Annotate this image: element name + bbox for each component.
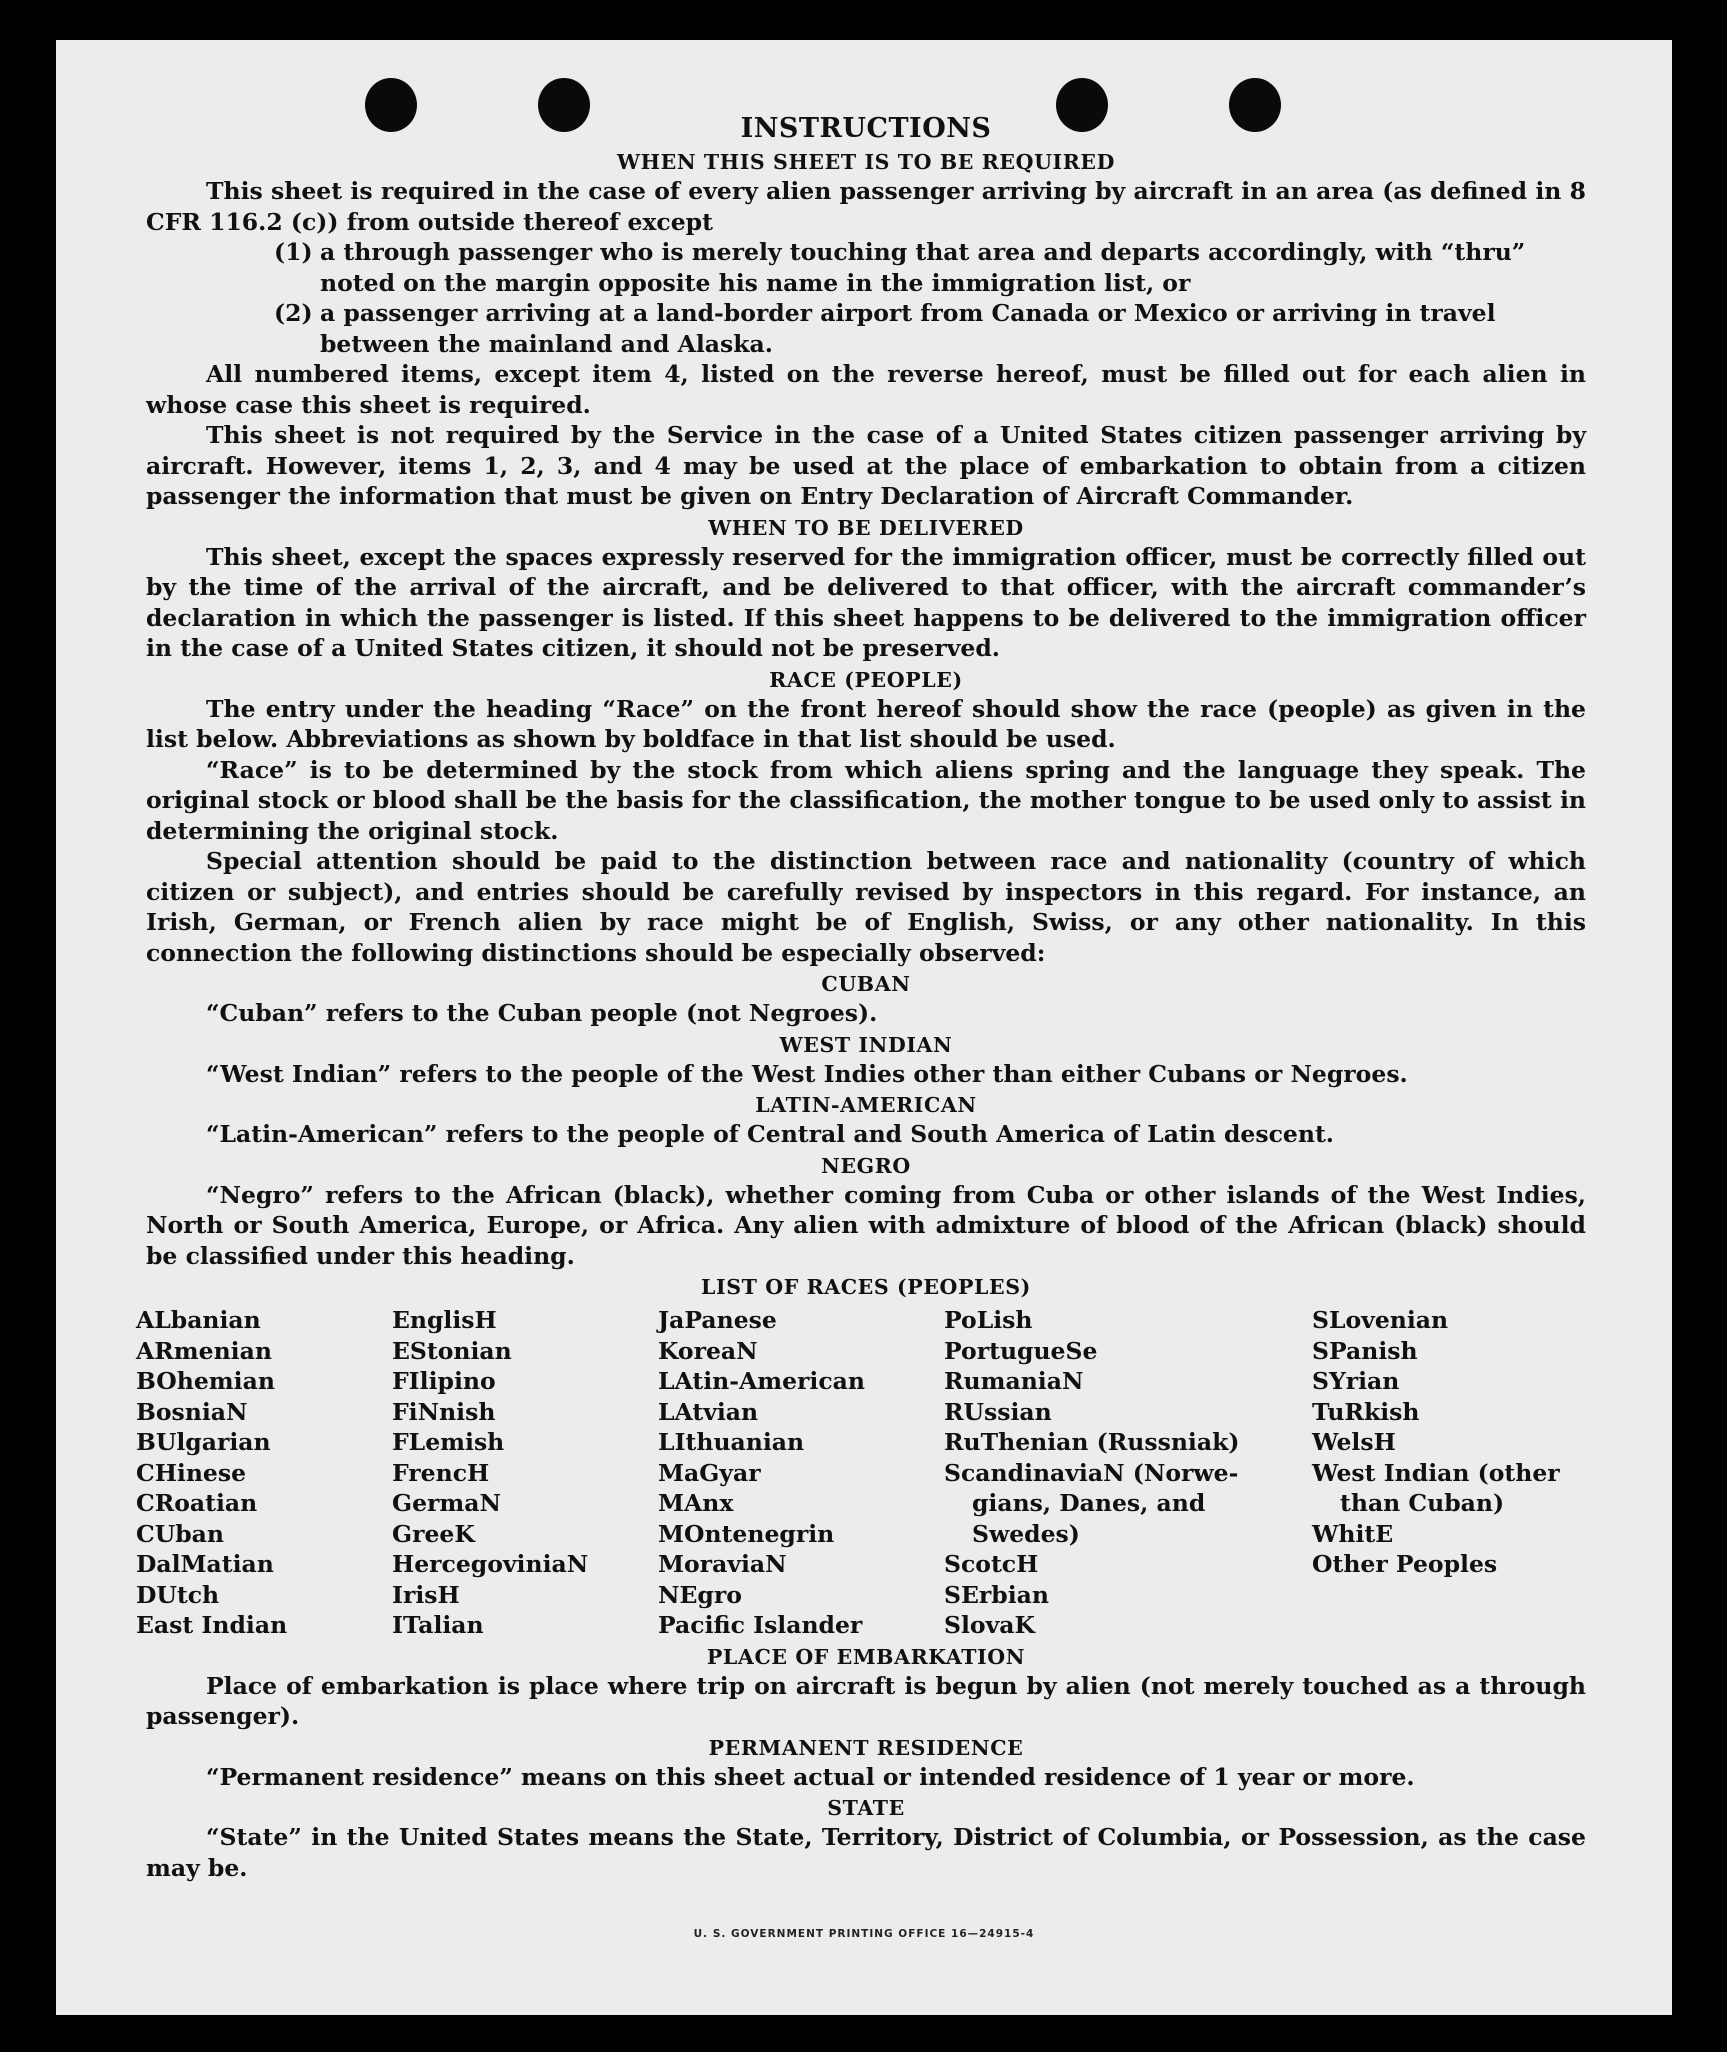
race-column: [392, 1305, 658, 1641]
document-sheet: [56, 40, 1672, 2015]
section-heading: WHEN TO BE DELIVERED: [708, 515, 1024, 540]
race-item: GermaN: [392, 1489, 501, 1517]
race-item: DalMatian: [136, 1550, 274, 1578]
race-item: NEgro: [658, 1580, 742, 1609]
paragraph: “Race” is to be determined by the stock from which aliens spring and the language they speak. The original stock or blood shall be the basis for the classification, the mother tongue to be used only to assist in determining the original stock.: [146, 755, 1586, 845]
race-item: CHinese: [136, 1458, 247, 1487]
race-item: CRoatian: [136, 1489, 258, 1517]
race-item: LIthuanian: [658, 1428, 805, 1456]
race-item: EnglisH: [392, 1306, 497, 1334]
paragraph: “West Indian” refers to the people of the West Indies other than either Cubans or Negroes.: [206, 1059, 1408, 1088]
race-item: TuRkish: [1312, 1397, 1420, 1426]
paragraph: Place of embarkation is place where trip on aircraft is begun by alien (not merely touched as a through passenger).: [146, 1671, 1586, 1730]
race-item: FrencH: [392, 1458, 490, 1487]
race-item: West Indian (other: [1312, 1458, 1560, 1487]
paragraph: “Negro” refers to the African (black), whether coming from Cuba or other islands of the West Indies, North or South America, Europe, or Africa. Any alien with admixture of blood of the African (black) should be classified under this heading.: [146, 1180, 1586, 1270]
race-item: ScotcH: [944, 1550, 1039, 1578]
race-list: [136, 1305, 1586, 1641]
paragraph: The entry under the heading “Race” on the front hereof should show the race (people) as given in the list below. Abbreviations as shown by boldface in that list should be used.: [146, 694, 1586, 753]
paragraph: “State” in the United States means the State, Territory, District of Columbia, or Possession, as the case may be.: [146, 1823, 1586, 1882]
race-item: BUlgarian: [136, 1428, 271, 1456]
section-heading: CUBAN: [821, 972, 911, 996]
race-item: RumaniaN: [944, 1367, 1084, 1395]
race-item: MaGyar: [658, 1458, 761, 1487]
paragraph: This sheet is not required by the Service in the case of a United States citizen passenger arriving by aircraft. However, items 1, 2, 3, and 4 may be used at the place of embarkation to obtain from a citizen passenger the information that must be given on Entry Declaration of Aircraft Commander.: [146, 421, 1586, 510]
race-item: WhitE: [1312, 1519, 1394, 1548]
paragraph: This sheet is required in the case of every alien passenger arriving by aircraft in an area (as defined in 8 CFR 116.2 (c)) from outside thereof except: [146, 177, 1586, 236]
race-item: ARmenian: [136, 1336, 272, 1365]
page-title: INSTRUCTIONS: [740, 113, 992, 144]
paragraph: Special attention should be paid to the distinction between race and nationality (country of which citizen or subject), and entries should be carefully revised by inspectors in this regard. For instance, an Irish, German, or French alien by race might be of English, Swiss, or any other nationality. In this connection the following distinctions should be especially observed:: [146, 847, 1586, 967]
race-item: PortugueSe: [944, 1336, 1098, 1365]
race-item: Other Peoples: [1312, 1550, 1498, 1578]
section-heading: WHEN THIS SHEET IS TO BE REQUIRED: [617, 150, 1115, 174]
race-item: MoraviaN: [658, 1550, 787, 1578]
race-item: Swedes): [972, 1519, 1080, 1548]
race-item: SLovenian: [1312, 1306, 1449, 1334]
race-item: than Cuban): [1340, 1489, 1505, 1517]
race-item: PoLish: [944, 1306, 1033, 1334]
race-item: ITalian: [392, 1611, 484, 1639]
section-heading: STATE: [827, 1796, 905, 1820]
paragraph: “Cuban” refers to the Cuban people (not Negroes).: [206, 999, 878, 1027]
race-item: SErbian: [944, 1580, 1049, 1609]
race-item: SlovaK: [944, 1611, 1035, 1639]
paragraph: “Latin-American” refers to the people of Central and South America of Latin descent.: [206, 1120, 1334, 1148]
race-item: LAtin-American: [658, 1367, 865, 1395]
section-heading: LATIN-AMERICAN: [755, 1093, 977, 1117]
paragraph: “Permanent residence” means on this sheet actual or intended residence of 1 year or more.: [206, 1762, 1415, 1791]
race-item: SYrian: [1312, 1367, 1400, 1395]
section-heading: NEGRO: [821, 1153, 911, 1178]
race-item: FiNnish: [392, 1397, 496, 1426]
printing-office-imprint: U. S. GOVERNMENT PRINTING OFFICE 16—24915-4: [693, 1928, 1035, 1940]
race-item: WelsH: [1312, 1428, 1396, 1456]
race-item: FIlipino: [392, 1367, 496, 1395]
race-item: KoreaN: [658, 1336, 758, 1365]
race-item: DUtch: [136, 1580, 220, 1609]
race-item: FLemish: [392, 1428, 505, 1456]
paragraph: This sheet, except the spaces expressly reserved for the immigration officer, must be correctly filled out by the time of the arrival of the aircraft, and be delivered to that officer, with the aircraft commander’s declaration in which the passenger is listed. If this sheet happens to be delivered to the immigration officer in the case of a United States citizen, it should not be preserved.: [146, 542, 1586, 662]
instructions-content: [136, 112, 1586, 1883]
race-item: MAnx: [658, 1489, 734, 1517]
race-column: [944, 1305, 1312, 1641]
section-heading: WEST INDIAN: [779, 1032, 953, 1057]
race-item: IrisH: [392, 1580, 460, 1609]
race-item: East Indian: [136, 1611, 288, 1639]
race-item: LAtvian: [658, 1397, 759, 1426]
race-item: MOntenegrin: [658, 1519, 835, 1548]
section-heading: PERMANENT RESIDENCE: [708, 1735, 1024, 1760]
race-item: Pacific Islander: [658, 1611, 863, 1639]
exception-item: (2) a passenger arriving at a land-border airport from Canada or Mexico or arriving in travel between the mainland and Alaska.: [274, 299, 1496, 358]
race-column: [1312, 1305, 1572, 1641]
race-item: GreeK: [392, 1519, 475, 1548]
race-item: RUssian: [944, 1397, 1052, 1426]
section-heading: RACE (PEOPLE): [769, 667, 963, 692]
race-item: BOhemian: [136, 1367, 275, 1395]
race-item: JaPanese: [658, 1306, 777, 1334]
race-column: [658, 1305, 944, 1641]
race-item: HercegoviniaN: [392, 1550, 589, 1578]
paragraph: All numbered items, except item 4, listed on the reverse hereof, must be filled out for each alien in whose case this sheet is required.: [146, 360, 1586, 419]
race-item: RuThenian (Russniak): [944, 1428, 1240, 1456]
exception-item: (1) a through passenger who is merely touching that area and departs accordingly, with “thru” noted on the margin opposite his name in the immigration list, or: [274, 238, 1526, 297]
race-item: CUban: [136, 1519, 224, 1548]
race-item: ScandinaviaN (Norwe-: [944, 1458, 1239, 1487]
section-heading: LIST OF RACES (PEOPLES): [701, 1275, 1031, 1299]
race-item: EStonian: [392, 1336, 512, 1365]
race-item: gians, Danes, and: [972, 1489, 1206, 1517]
race-item: ALbanian: [136, 1306, 261, 1334]
race-column: [136, 1305, 392, 1641]
race-item: BosniaN: [136, 1397, 248, 1426]
race-item: SPanish: [1312, 1336, 1418, 1365]
section-heading: PLACE OF EMBARKATION: [706, 1644, 1026, 1669]
